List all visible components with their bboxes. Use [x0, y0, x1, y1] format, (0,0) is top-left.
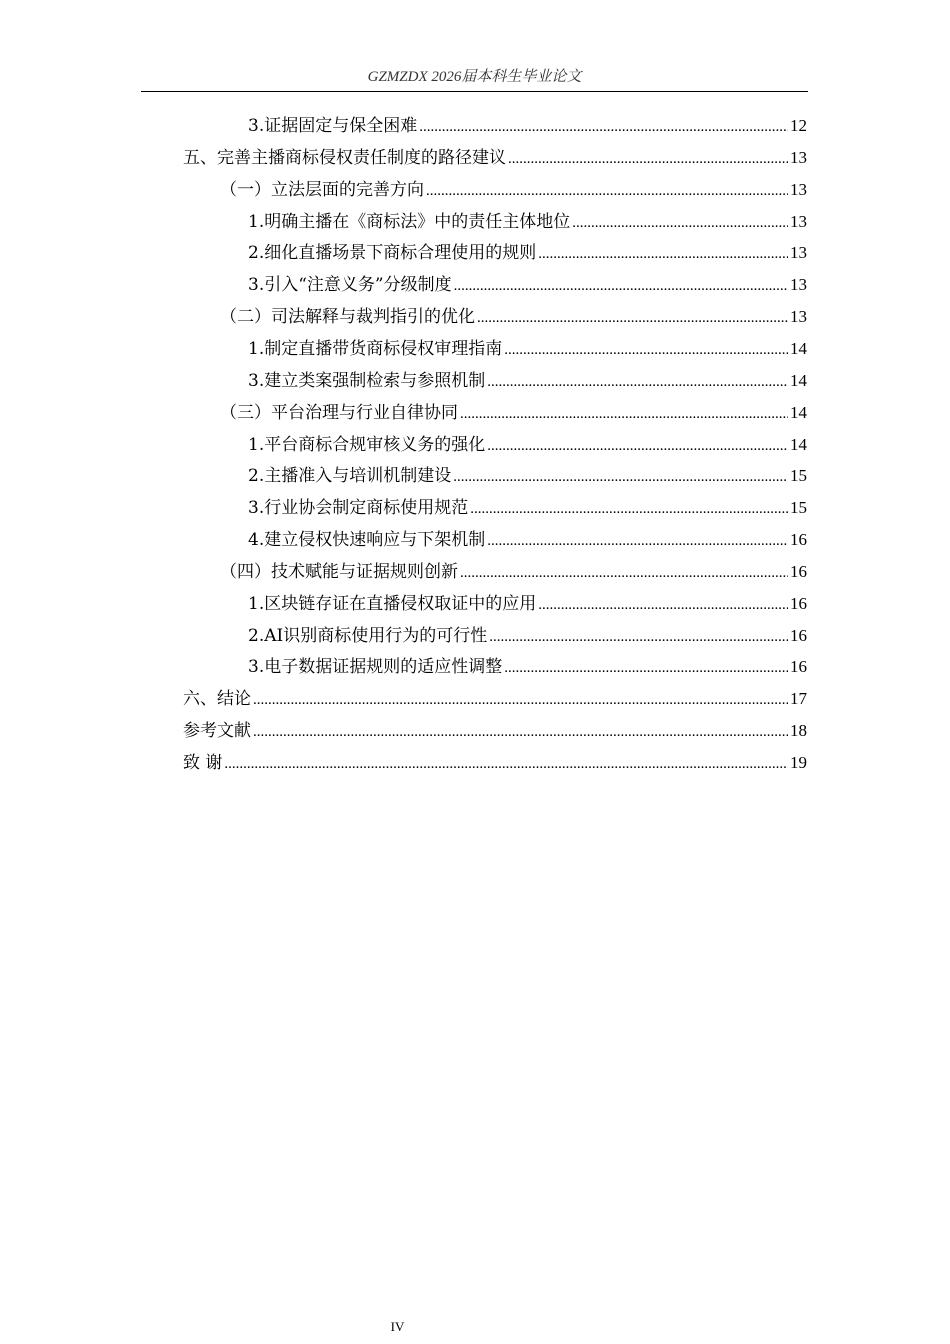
toc-dot-leader [538, 589, 788, 621]
toc-entry-page: 14 [790, 338, 807, 358]
toc-entry-page: 13 [790, 211, 807, 231]
toc-entry[interactable] [248, 524, 807, 556]
toc-entry[interactable] [183, 747, 807, 779]
page-footer [0, 1318, 795, 1336]
toc-entry[interactable] [248, 269, 807, 301]
toc-dot-leader [253, 684, 788, 716]
toc-dot-leader [508, 143, 788, 175]
toc-dot-leader [487, 366, 788, 398]
toc-entry[interactable] [248, 588, 807, 620]
toc-dot-leader [460, 557, 788, 589]
toc-entry[interactable] [248, 237, 807, 269]
toc-entry-page: 13 [790, 275, 807, 295]
toc-entry[interactable] [248, 651, 807, 683]
toc-entry-page: 16 [790, 625, 807, 645]
toc-dot-leader [224, 748, 788, 780]
toc-entry-label: 3.建立类案强制检索与参照机制 [248, 370, 486, 391]
toc-entry[interactable] [220, 556, 807, 588]
toc-dot-leader [419, 111, 788, 143]
toc-entry-label: 4.建立侵权快速响应与下架机制 [248, 530, 486, 551]
toc-entry-label: 3.电子数据证据规则的适应性调整 [248, 657, 503, 678]
toc-entry-page: 14 [790, 370, 807, 390]
toc-entry[interactable] [248, 460, 807, 492]
toc-dot-leader [487, 430, 788, 462]
toc-entry[interactable] [248, 365, 807, 397]
toc-entry-page: 15 [790, 498, 807, 518]
toc-entry-label: （一）立法层面的完善方向 [220, 179, 424, 200]
toc-entry-label: 1.平台商标合规审核义务的强化 [248, 434, 486, 455]
toc-entry-label: 2.细化直播场景下商标合理使用的规则 [248, 243, 537, 264]
page-number: IV [390, 1319, 405, 1334]
toc-dot-leader [454, 270, 788, 302]
toc-entry-page: 14 [790, 434, 807, 454]
toc-entry-label: 1.制定直播带货商标侵权审理指南 [248, 338, 503, 359]
toc-entry-page: 14 [790, 402, 807, 422]
toc-entry[interactable] [220, 174, 807, 206]
toc-entry-label: 3.引入“注意义务”分级制度 [248, 275, 452, 296]
toc-dot-leader [487, 525, 788, 557]
toc-dot-leader [426, 175, 788, 207]
toc-entry[interactable] [220, 301, 807, 333]
toc-entry-label: 2.AI识别商标使用行为的可行性 [248, 625, 488, 646]
toc-dot-leader [504, 652, 788, 684]
toc-entry-page: 13 [790, 243, 807, 263]
header-title: GZMZDX 2026届本科生毕业论文 [367, 69, 582, 85]
toc-entry[interactable] [248, 206, 807, 238]
toc-entry-page: 16 [790, 593, 807, 613]
toc-entry-label: 致 谢 [183, 753, 223, 773]
toc-entry[interactable] [248, 492, 807, 524]
toc-entry-page: 12 [790, 116, 807, 135]
toc-entry[interactable] [183, 142, 807, 174]
toc-entry[interactable] [220, 397, 807, 429]
toc-entry[interactable] [248, 620, 807, 652]
toc-dot-leader [470, 493, 788, 525]
toc-entry[interactable] [183, 683, 807, 715]
toc-dot-leader [489, 621, 788, 653]
toc-entry-page: 13 [790, 147, 807, 167]
toc-entry[interactable] [183, 715, 807, 747]
toc-entry-label: （三）平台治理与行业自律协同 [220, 402, 458, 423]
toc-entry-page: 16 [790, 657, 807, 677]
toc-dot-leader [538, 238, 788, 270]
toc-entry[interactable] [248, 333, 807, 365]
toc-dot-leader [477, 302, 788, 334]
toc-entry-label: （二）司法解释与裁判指引的优化 [220, 307, 475, 328]
toc-entry-label: 1.明确主播在《商标法》中的责任主体地位 [248, 211, 571, 232]
toc-entry-page: 17 [790, 689, 807, 709]
toc-dot-leader [453, 461, 788, 493]
toc-entry-label: 3.行业协会制定商标使用规范 [248, 498, 469, 519]
toc-dot-leader [572, 207, 788, 239]
toc-entry-label: 参考文献 [183, 721, 251, 742]
toc-entry-page: 15 [790, 466, 807, 486]
toc-entry[interactable] [248, 110, 807, 142]
toc-entry-label: 1.区块链存证在直播侵权取证中的应用 [248, 593, 537, 614]
toc-entry-page: 19 [790, 753, 807, 772]
toc-entry-label: 六、结论 [183, 689, 251, 710]
toc-dot-leader [460, 398, 788, 430]
toc-entry[interactable] [248, 429, 807, 461]
toc-entry-label: （四）技术赋能与证据规则创新 [220, 561, 458, 582]
toc-entry-page: 13 [790, 179, 807, 199]
toc-entry-label: 五、完善主播商标侵权责任制度的路径建议 [183, 147, 506, 168]
toc-dot-leader [253, 716, 788, 748]
toc-entry-page: 18 [790, 721, 807, 741]
toc-entry-page: 16 [790, 530, 807, 550]
toc-dot-leader [504, 334, 788, 366]
toc-entry-page: 16 [790, 561, 807, 581]
toc-entry-label: 2.主播准入与培训机制建设 [248, 466, 452, 487]
toc-entry-page: 13 [790, 307, 807, 327]
toc-entry-label: 3.证据固定与保全困难 [248, 116, 418, 136]
page-header [141, 64, 808, 92]
